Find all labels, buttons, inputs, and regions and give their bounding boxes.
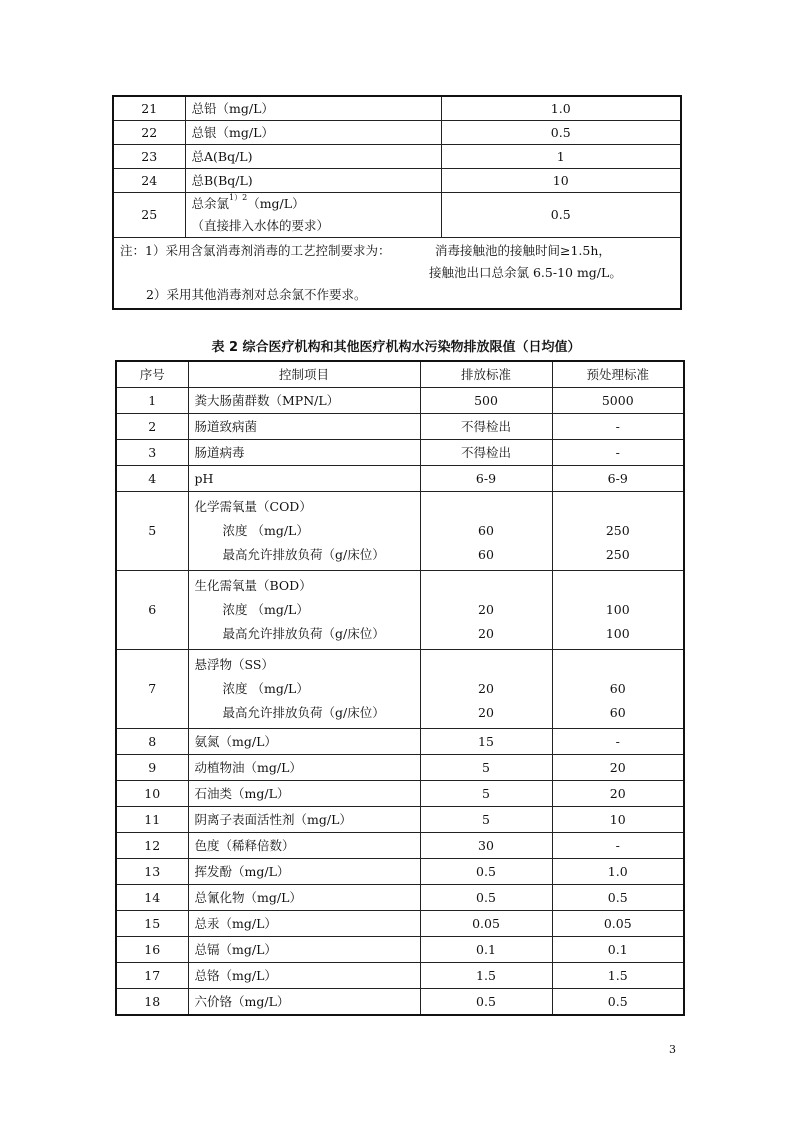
pretreatment-cell: - bbox=[552, 833, 684, 859]
item-note: （直接排入水体的要求） bbox=[191, 218, 330, 233]
table-row bbox=[113, 121, 681, 145]
item-name: 总余氯 bbox=[191, 196, 230, 211]
table-row bbox=[116, 937, 684, 963]
value-cell: 1 bbox=[441, 145, 681, 169]
standard-cell: 500 bbox=[420, 388, 552, 414]
table-row bbox=[116, 885, 684, 911]
row-number: 11 bbox=[116, 807, 188, 833]
pretreatment-cell: 0.05 bbox=[552, 911, 684, 937]
pretreatment-cell: - bbox=[552, 729, 684, 755]
standard-cell: 5 bbox=[420, 755, 552, 781]
pretreatment-cell: 6-9 bbox=[552, 466, 684, 492]
item-name: 生化需氧量（BOD） bbox=[194, 578, 312, 593]
row-number: 2 bbox=[116, 414, 188, 440]
item-sub-concentration: 浓度 （mg/L） bbox=[222, 602, 309, 617]
standard-cell: 0.5 bbox=[420, 989, 552, 1016]
spacer bbox=[427, 653, 546, 677]
standard-cell-value-2: 60 bbox=[478, 547, 494, 562]
table-row bbox=[116, 989, 684, 1016]
item-cell: 肠道病毒 bbox=[188, 440, 420, 466]
item-cell: 总银（mg/L） bbox=[185, 121, 441, 145]
standard-cell bbox=[420, 571, 552, 650]
row-number: 9 bbox=[116, 755, 188, 781]
table-row bbox=[116, 911, 684, 937]
table-2-body-b bbox=[116, 729, 684, 1016]
item-unit: （mg/L） bbox=[247, 196, 305, 211]
standard-cell-value-1: 20 bbox=[478, 602, 494, 617]
pretreatment-cell-value-2: 100 bbox=[605, 626, 630, 641]
value-cell: 0.5 bbox=[441, 193, 681, 238]
row-number: 3 bbox=[116, 440, 188, 466]
table-1-continuation bbox=[112, 95, 682, 310]
row-number: 21 bbox=[113, 96, 185, 121]
item-cell bbox=[188, 650, 420, 729]
item-cell: 动植物油（mg/L） bbox=[188, 755, 420, 781]
pretreatment-cell: 1.5 bbox=[552, 963, 684, 989]
table-row bbox=[113, 169, 681, 193]
table-note-row bbox=[113, 238, 681, 310]
table-row bbox=[116, 414, 684, 440]
standard-cell: 1.5 bbox=[420, 963, 552, 989]
standard-cell: 5 bbox=[420, 781, 552, 807]
table-row bbox=[116, 833, 684, 859]
value-cell: 0.5 bbox=[441, 121, 681, 145]
item-cell: 总汞（mg/L） bbox=[188, 911, 420, 937]
standard-cell: 不得检出 bbox=[420, 414, 552, 440]
row-number: 23 bbox=[113, 145, 185, 169]
table-row bbox=[116, 807, 684, 833]
item-name: 悬浮物（SS） bbox=[194, 657, 274, 672]
value-cell: 10 bbox=[441, 169, 681, 193]
item-cell: 粪大肠菌群数（MPN/L） bbox=[188, 388, 420, 414]
item-cell: 总A(Bq/L) bbox=[185, 145, 441, 169]
pretreatment-cell-value-2: 250 bbox=[605, 547, 630, 562]
spacer bbox=[427, 574, 546, 598]
pretreatment-cell: - bbox=[552, 414, 684, 440]
table-row bbox=[116, 729, 684, 755]
standard-cell-value-1: 20 bbox=[478, 681, 494, 696]
table-row bbox=[116, 466, 684, 492]
standard-cell: 0.5 bbox=[420, 885, 552, 911]
item-cell: 挥发酚（mg/L） bbox=[188, 859, 420, 885]
row-number: 17 bbox=[116, 963, 188, 989]
note-line-1-tail: 消毒接触池的接触时间≥1.5h， bbox=[435, 243, 611, 258]
pretreatment-cell: 0.5 bbox=[552, 885, 684, 911]
table-2 bbox=[115, 360, 685, 1016]
standard-cell: 5 bbox=[420, 807, 552, 833]
standard-cell: 0.05 bbox=[420, 911, 552, 937]
standard-cell bbox=[420, 492, 552, 571]
pretreatment-cell: 10 bbox=[552, 807, 684, 833]
table-row bbox=[116, 859, 684, 885]
standard-cell-value-2: 20 bbox=[478, 705, 494, 720]
item-cell: 阴离子表面活性剂（mg/L） bbox=[188, 807, 420, 833]
row-number: 8 bbox=[116, 729, 188, 755]
pretreatment-cell-value-1: 100 bbox=[605, 602, 630, 617]
row-number: 5 bbox=[116, 492, 188, 571]
item-cell: 总铬（mg/L） bbox=[188, 963, 420, 989]
pretreatment-cell: 1.0 bbox=[552, 859, 684, 885]
item-cell: 总氰化物（mg/L） bbox=[188, 885, 420, 911]
pretreatment-cell: 0.5 bbox=[552, 989, 684, 1016]
header-no: 序号 bbox=[116, 361, 188, 388]
row-number: 13 bbox=[116, 859, 188, 885]
item-cell: 氨氮（mg/L） bbox=[188, 729, 420, 755]
note-line-1-lead: 注：1）采用含氯消毒剂消毒的工艺控制要求为： bbox=[120, 243, 391, 258]
header-pretreatment: 预处理标准 bbox=[552, 361, 684, 388]
note-line-3: 2）采用其他消毒剂对总余氯不作要求。 bbox=[146, 287, 367, 302]
note-line-2: 接触池出口总余氯 6.5-10 mg/L。 bbox=[429, 265, 622, 280]
table-row bbox=[116, 781, 684, 807]
item-cell bbox=[188, 571, 420, 650]
row-number: 16 bbox=[116, 937, 188, 963]
pretreatment-cell bbox=[552, 492, 684, 571]
item-sub-load: 最高允许排放负荷（g/床位） bbox=[222, 626, 385, 641]
standard-cell: 不得检出 bbox=[420, 440, 552, 466]
row-number: 15 bbox=[116, 911, 188, 937]
standard-cell: 0.1 bbox=[420, 937, 552, 963]
page-number: 3 bbox=[669, 1043, 676, 1056]
pretreatment-cell: - bbox=[552, 440, 684, 466]
table-row bbox=[116, 963, 684, 989]
item-cell: 总镉（mg/L） bbox=[188, 937, 420, 963]
table-row bbox=[113, 193, 681, 238]
standard-cell: 15 bbox=[420, 729, 552, 755]
item-cell: 六价铬（mg/L） bbox=[188, 989, 420, 1016]
row-number: 10 bbox=[116, 781, 188, 807]
pretreatment-cell-value-2: 60 bbox=[609, 705, 626, 720]
row-number: 25 bbox=[113, 193, 185, 238]
table-2-body-multi bbox=[116, 492, 684, 729]
spacer bbox=[559, 495, 678, 519]
item-sub-load: 最高允许排放负荷（g/床位） bbox=[222, 547, 385, 562]
footnote-marker: 1）2 bbox=[229, 193, 248, 202]
table-row bbox=[113, 96, 681, 121]
standard-cell bbox=[420, 650, 552, 729]
row-number: 12 bbox=[116, 833, 188, 859]
item-cell: 肠道致病菌 bbox=[188, 414, 420, 440]
table-row bbox=[116, 440, 684, 466]
item-sub-concentration: 浓度 （mg/L） bbox=[222, 523, 309, 538]
spacer bbox=[427, 495, 546, 519]
table-header-row bbox=[116, 361, 684, 388]
item-cell: pH bbox=[188, 466, 420, 492]
item-cell bbox=[188, 492, 420, 571]
item-sub-load: 最高允许排放负荷（g/床位） bbox=[222, 705, 385, 720]
spacer bbox=[559, 574, 678, 598]
item-sub-concentration: 浓度 （mg/L） bbox=[222, 681, 309, 696]
table-row bbox=[116, 492, 684, 571]
table-row bbox=[116, 650, 684, 729]
table-row bbox=[116, 388, 684, 414]
pretreatment-cell: 20 bbox=[552, 781, 684, 807]
item-cell: 石油类（mg/L） bbox=[188, 781, 420, 807]
value-cell: 1.0 bbox=[441, 96, 681, 121]
standard-cell-value-1: 60 bbox=[478, 523, 494, 538]
standard-cell-value-2: 20 bbox=[478, 626, 494, 641]
pretreatment-cell-value-1: 250 bbox=[605, 523, 630, 538]
header-item: 控制项目 bbox=[188, 361, 420, 388]
pretreatment-cell bbox=[552, 650, 684, 729]
table-2-body-a bbox=[116, 388, 684, 492]
header-standard: 排放标准 bbox=[420, 361, 552, 388]
pretreatment-cell: 5000 bbox=[552, 388, 684, 414]
row-number: 7 bbox=[116, 650, 188, 729]
table-2-title: 表 2 综合医疗机构和其他医疗机构水污染物排放限值（日均值） bbox=[211, 340, 581, 355]
item-cell: 色度（稀释倍数） bbox=[188, 833, 420, 859]
table-note bbox=[113, 238, 681, 310]
table-1-body bbox=[113, 96, 681, 193]
pretreatment-cell: 20 bbox=[552, 755, 684, 781]
spacer bbox=[559, 653, 678, 677]
pretreatment-cell-value-1: 60 bbox=[609, 681, 626, 696]
row-number: 1 bbox=[116, 388, 188, 414]
table-row bbox=[116, 755, 684, 781]
row-number: 22 bbox=[113, 121, 185, 145]
standard-cell: 0.5 bbox=[420, 859, 552, 885]
standard-cell: 6-9 bbox=[420, 466, 552, 492]
row-number: 18 bbox=[116, 989, 188, 1016]
table-row bbox=[116, 571, 684, 650]
pretreatment-cell: 0.1 bbox=[552, 937, 684, 963]
table-row bbox=[113, 145, 681, 169]
item-cell: 总铅（mg/L） bbox=[185, 96, 441, 121]
row-number: 14 bbox=[116, 885, 188, 911]
row-number: 4 bbox=[116, 466, 188, 492]
row-number: 6 bbox=[116, 571, 188, 650]
row-number: 24 bbox=[113, 169, 185, 193]
pretreatment-cell bbox=[552, 571, 684, 650]
item-cell: 总B(Bq/L) bbox=[185, 169, 441, 193]
standard-cell: 30 bbox=[420, 833, 552, 859]
item-cell bbox=[185, 193, 441, 238]
item-name: 化学需氧量（COD） bbox=[194, 499, 312, 514]
